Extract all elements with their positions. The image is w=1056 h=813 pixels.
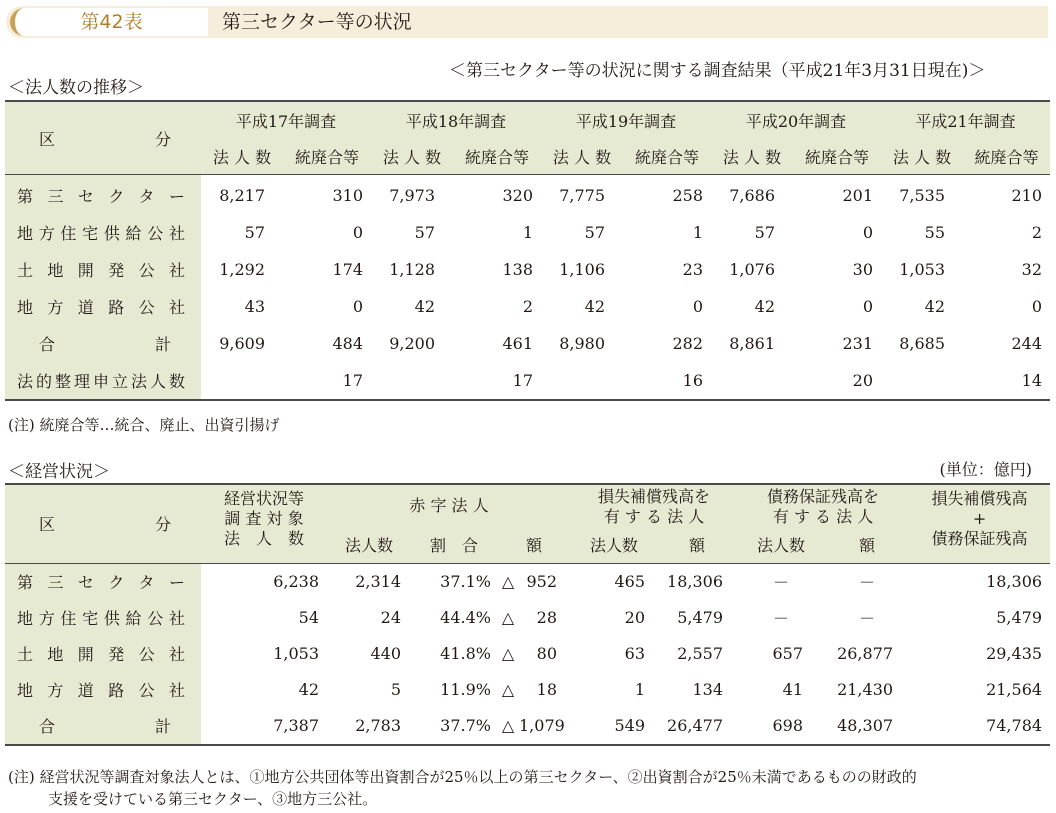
- corner-left: 区: [39, 515, 56, 535]
- table-row: [5, 325, 1050, 362]
- count-cell: 1,053: [899, 260, 945, 279]
- row-label: [5, 214, 201, 251]
- count-header: 法 人 数: [212, 147, 272, 167]
- count-cell: 42: [754, 297, 775, 316]
- corner-left: 区: [39, 129, 56, 149]
- count-cell: 8,861: [729, 334, 775, 353]
- count-cell: 7,535: [899, 186, 945, 205]
- abolished-cell: 210: [1011, 186, 1042, 205]
- table-number-badge: 第42表: [10, 8, 208, 36]
- count-cell: 43: [244, 297, 265, 316]
- debt-amount-cell: 26,877: [837, 644, 894, 663]
- loss-count-cell: 465: [614, 572, 646, 591]
- row-label: [5, 563, 201, 600]
- row-label-right: 計: [154, 335, 171, 354]
- corner-right: 分: [154, 129, 171, 149]
- debt-amount-cell: －: [859, 609, 876, 628]
- year-header: 平成21年調査: [915, 111, 1016, 131]
- header-line: +: [972, 509, 987, 528]
- corner-right: 分: [154, 515, 171, 535]
- abolished-cell: 32: [1021, 260, 1042, 279]
- count-cell: 8,685: [899, 334, 945, 353]
- loss-count-cell: 1: [634, 680, 646, 699]
- table2-note-line2: 支援を受けている第三セクター、③地方三公社。: [48, 790, 378, 808]
- row-label-text: 地方住宅供給公社: [17, 224, 185, 243]
- deficit-ratio-cell: 44.4%: [440, 608, 491, 627]
- row-label-text: 地方道路公社: [17, 298, 185, 317]
- total-balance-cell: 5,479: [996, 608, 1043, 627]
- debt-count-header: 法人数: [757, 536, 806, 556]
- total-balance-cell: 21,564: [986, 680, 1043, 699]
- abolished-cell: 2: [1031, 223, 1042, 242]
- count-cell: 57: [244, 223, 265, 242]
- deficit-ratio-cell: 11.9%: [440, 680, 491, 699]
- debt-count-cell: 698: [772, 716, 804, 735]
- count-cell: 55: [924, 223, 945, 242]
- abolished-cell: 0: [352, 297, 363, 316]
- deficit-triangle-cell: △: [501, 572, 515, 591]
- survey-count-cell: 42: [298, 680, 319, 699]
- debt-count-cell: 41: [782, 680, 804, 699]
- abolished-cell: 16: [682, 371, 703, 390]
- abolished-cell: 2: [522, 297, 533, 316]
- abolished-cell: 17: [512, 371, 533, 390]
- count-cell: 1,128: [389, 260, 435, 279]
- table-row: [5, 288, 1050, 325]
- debt-guarantee-header: [737, 484, 909, 527]
- count-header: 法 人 数: [722, 147, 782, 167]
- deficit-count-cell: 440: [370, 644, 401, 663]
- abolished-cell: 0: [862, 223, 873, 242]
- total-balance-header: [909, 484, 1050, 563]
- count-header: 法 人 数: [892, 147, 952, 167]
- total-balance-cell: 29,435: [986, 644, 1043, 663]
- table-row: [5, 214, 1050, 251]
- row-label-text: 地方道路公社: [17, 681, 185, 700]
- deficit-triangle-cell: △: [501, 608, 515, 627]
- debt-amount-cell: 21,430: [837, 680, 894, 699]
- deficit-triangle-cell: △: [501, 716, 515, 735]
- row-label: [5, 175, 201, 215]
- row-label-left: 合: [39, 335, 56, 354]
- count-cell: 8,980: [559, 334, 605, 353]
- debt-count-cell: 657: [772, 644, 804, 663]
- row-label: [5, 672, 201, 708]
- survey-note: ＜第三セクター等の状況に関する調査結果（平成21年3月31日現在)＞: [449, 61, 986, 81]
- count-cell: [201, 362, 283, 400]
- count-cell: 57: [584, 223, 605, 242]
- deficit-triangle-cell: △: [501, 680, 515, 699]
- deficit-amount-cell: 1,079: [519, 716, 565, 735]
- count-cell: [711, 362, 793, 400]
- abolished-cell: 174: [332, 260, 363, 279]
- deficit-count-cell: 5: [390, 680, 401, 699]
- abolished-cell: 201: [842, 186, 873, 205]
- corporation-count-table: [5, 100, 1050, 401]
- loss-count-cell: 63: [624, 644, 646, 663]
- count-cell: 9,609: [219, 334, 265, 353]
- table-row: [5, 672, 1050, 708]
- abolished-cell: 0: [692, 297, 703, 316]
- page-title: 第三セクター等の状況: [222, 11, 412, 33]
- header-line: 法 人 数: [223, 529, 304, 548]
- table-row: [5, 251, 1050, 288]
- count-cell: 9,200: [389, 334, 435, 353]
- year-header: 平成17年調査: [235, 111, 337, 131]
- count-cell: 1,292: [219, 260, 265, 279]
- count-cell: 42: [924, 297, 945, 316]
- header-line: 調 査 対 象: [224, 509, 304, 528]
- row-label: [5, 362, 201, 400]
- abolished-cell: 282: [672, 334, 703, 353]
- table-row: [5, 708, 1050, 745]
- header-line: 経営状況等: [223, 489, 304, 508]
- header-line: 債務保証残高を: [767, 487, 880, 506]
- count-header: 法 人 数: [552, 147, 612, 167]
- count-cell: 42: [584, 297, 605, 316]
- abolished-cell: 1: [522, 223, 533, 242]
- count-cell: 8,217: [219, 186, 265, 205]
- abolished-cell: 138: [502, 260, 533, 279]
- survey-count-cell: 54: [298, 608, 319, 627]
- management-status-table: [5, 483, 1050, 746]
- abolished-cell: 258: [672, 186, 703, 205]
- abolished-header: 統廃合等: [634, 147, 699, 167]
- deficit-ratio-header: 割 合: [429, 536, 478, 556]
- debt-count-cell: －: [773, 609, 790, 628]
- loss-compensation-header: [571, 484, 737, 527]
- table-row: [5, 362, 1050, 400]
- count-cell: 57: [754, 223, 775, 242]
- abolished-cell: 244: [1011, 334, 1042, 353]
- count-cell: 7,973: [389, 186, 435, 205]
- corner-header: [5, 484, 201, 563]
- row-label-text: 法的整理申立法人数: [17, 372, 185, 391]
- deficit-count-cell: 24: [380, 608, 401, 627]
- count-cell: [881, 362, 963, 400]
- total-balance-cell: 18,306: [986, 572, 1043, 591]
- loss-amount-header: 額: [689, 536, 706, 556]
- table-row: [5, 175, 1050, 215]
- header-line: 損失補償残高を: [598, 487, 711, 506]
- row-label: [5, 636, 201, 672]
- debt-amount-cell: 48,307: [837, 716, 894, 735]
- count-cell: 57: [414, 223, 435, 242]
- abolished-cell: 0: [1031, 297, 1042, 316]
- loss-amount-cell: 26,477: [667, 716, 724, 735]
- survey-count-cell: 7,387: [273, 716, 319, 735]
- row-label-left: 合: [39, 717, 56, 736]
- abolished-cell: 1: [692, 223, 703, 242]
- row-label-text: 第三セクター: [17, 187, 185, 206]
- deficit-triangle-cell: △: [501, 644, 515, 663]
- deficit-header: 赤 字 法 人: [409, 496, 489, 515]
- loss-count-cell: 549: [614, 716, 646, 735]
- header-line: 有 す る 法 人: [603, 507, 705, 526]
- count-cell: 1,106: [559, 260, 605, 279]
- table1-caption: ＜法人数の推移＞: [8, 78, 144, 98]
- table2-caption: ＜経営状況＞: [8, 462, 110, 482]
- abolished-cell: 0: [352, 223, 363, 242]
- abolished-header: 統廃合等: [294, 147, 359, 167]
- loss-amount-cell: 2,557: [677, 644, 724, 663]
- row-label: [5, 708, 201, 745]
- row-label: [5, 288, 201, 325]
- loss-amount-cell: 5,479: [677, 608, 724, 627]
- survey-count-cell: 1,053: [273, 644, 319, 663]
- year-header: 平成19年調査: [575, 111, 677, 131]
- abolished-cell: 484: [332, 334, 363, 353]
- count-cell: 42: [414, 297, 435, 316]
- debt-amount-cell: －: [859, 573, 876, 592]
- header-line: 債務保証残高: [931, 529, 1028, 548]
- deficit-ratio-cell: 37.1%: [440, 572, 491, 591]
- abolished-cell: 23: [682, 260, 703, 279]
- total-balance-cell: 74,784: [986, 716, 1043, 735]
- abolished-cell: 20: [852, 371, 873, 390]
- abolished-header: 統廃合等: [464, 147, 529, 167]
- table-row: [5, 636, 1050, 672]
- abolished-cell: 0: [862, 297, 873, 316]
- unit-label: (単位：億円): [939, 460, 1032, 479]
- deficit-count-header: 法人数: [344, 536, 393, 556]
- abolished-cell: 231: [842, 334, 873, 353]
- header-line: 有 す る 法 人: [772, 507, 874, 526]
- row-label: [5, 325, 201, 362]
- count-cell: [371, 362, 453, 400]
- row-label-text: 第三セクター: [17, 573, 185, 592]
- row-label-text: 土地開発公社: [17, 645, 185, 664]
- deficit-count-cell: 2,783: [355, 716, 401, 735]
- abolished-cell: 461: [502, 334, 533, 353]
- table1-note: (注) 統廃合等…統合、廃止、出資引揚げ: [8, 416, 280, 434]
- table-row: [5, 563, 1050, 600]
- table-row: [5, 600, 1050, 636]
- debt-amount-header: 額: [859, 536, 876, 556]
- loss-count-header: 法人数: [590, 536, 639, 556]
- survey-count-cell: 6,238: [273, 572, 319, 591]
- count-cell: [541, 362, 623, 400]
- row-label-text: 地方住宅供給公社: [17, 609, 185, 628]
- row-label-right: 計: [154, 717, 171, 736]
- count-cell: 7,775: [559, 186, 605, 205]
- year-header: 平成20年調査: [745, 111, 847, 131]
- deficit-ratio-cell: 41.8%: [440, 644, 491, 663]
- loss-count-cell: 20: [624, 608, 646, 627]
- abolished-cell: 30: [852, 260, 873, 279]
- abolished-cell: 17: [342, 371, 363, 390]
- deficit-amount-cell: 28: [536, 608, 558, 627]
- abolished-cell: 320: [502, 186, 533, 205]
- deficit-amount-cell: 80: [536, 644, 558, 663]
- corner-header: [5, 101, 201, 175]
- deficit-amount-cell: 18: [536, 680, 558, 699]
- abolished-header: 統廃合等: [804, 147, 869, 167]
- header-line: 損失補償残高: [931, 489, 1028, 508]
- row-label: [5, 600, 201, 636]
- deficit-count-cell: 2,314: [355, 572, 401, 591]
- year-header: 平成18年調査: [405, 111, 507, 131]
- abolished-cell: 14: [1021, 371, 1042, 390]
- abolished-cell: 310: [332, 186, 363, 205]
- row-label-text: 土地開発公社: [17, 261, 185, 280]
- debt-count-cell: －: [773, 573, 790, 592]
- loss-amount-cell: 134: [692, 680, 724, 699]
- survey-count-header: [201, 484, 327, 563]
- abolished-header: 統廃合等: [974, 147, 1039, 167]
- table2-note-line1: (注) 経営状況等調査対象法人とは、①地方公共団体等出資割合が25％以上の第三セクター、②出資割合が25％未満であるものの財政的: [8, 768, 917, 786]
- count-header: 法 人 数: [382, 147, 442, 167]
- count-cell: 7,686: [729, 186, 775, 205]
- count-cell: 1,076: [729, 260, 775, 279]
- loss-amount-cell: 18,306: [667, 572, 724, 591]
- deficit-amount-cell: 952: [526, 572, 558, 591]
- deficit-amount-header: 額: [526, 536, 543, 556]
- deficit-ratio-cell: 37.7%: [440, 716, 491, 735]
- row-label: [5, 251, 201, 288]
